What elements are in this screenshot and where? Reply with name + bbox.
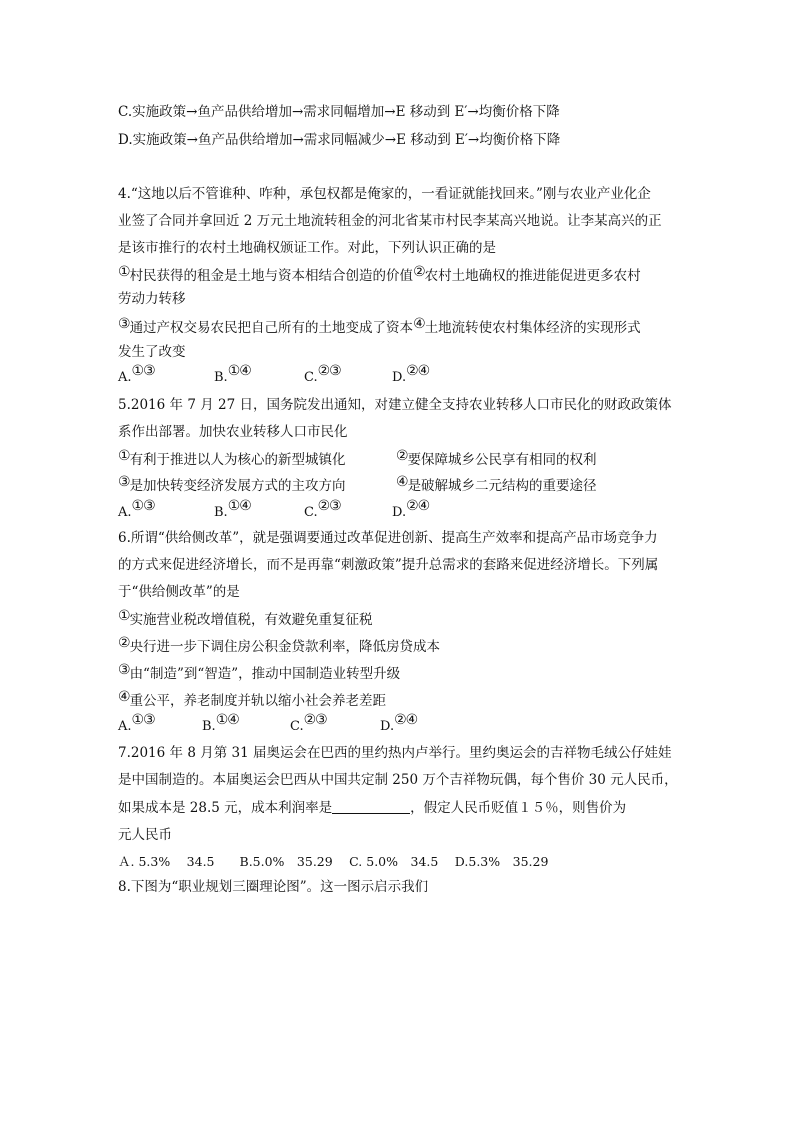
q6-stem-line-2: 的方式来促进经济增长，而不是再靠“刺激政策”提升总需求的套路来促进经济增长。下列属 [118,557,659,573]
q6-item-2: 央行进一步下调住房公积金贷款利率，降低房贷成本 [129,639,441,655]
q6-option-c: C.②③ [290,712,327,734]
circled-4: ④ [118,689,130,705]
q4-stem-line-2: 业签了合同并拿回近 2 万元土地流转租金的河北省某市村民李某高兴地说。让李某高兴的正 [118,213,662,229]
q7-options: Ａ. 5.3% 34.5 B.5.0% 35.29 C. 5.0% 34.5 D.5.3% 35.29 [118,854,549,869]
q6-item-1: 实施营业税改增值税，有效避免重复征税 [129,612,373,628]
q4-stem-line-3: 是该市推行的农村土地确权颁证工作。对此，下列认识正确的是 [118,240,496,256]
q5-items-row-1b [396,446,597,470]
q6-option-a: A.①③ [118,712,155,734]
q4-option-d: D.②④ [392,363,430,385]
q6-option-d: D.②④ [380,712,418,734]
q4-item-2a: 农村土地确权的推进能促进更多农村 [424,268,641,284]
q5-stem-line-2: 系作出部署。加快农业转移人口市民化 [118,424,348,440]
q3-option-d: D.实施政策→鱼产品供给增加→需求同幅减少→E 移动到 E′→均衡价格下降 [118,132,561,148]
q3-option-c: C.实施政策→鱼产品供给增加→需求同幅增加→E 移动到 E′→均衡价格下降 [118,104,560,120]
q5-item-4: 是破解城乡二元结构的重要途径 [407,478,597,494]
q4-option-b: B.①④ [214,363,251,385]
q7-stem-line-2: 是中国制造的。本届奥运会巴西从中国共定制 250 万个吉祥物玩偶，每个售价 30 元人民币， [118,772,678,788]
circled-3: ③ [118,316,130,332]
q4-item-4a: 土地流转使农村集体经济的实现形式 [424,320,641,336]
q6-stem-line-1: 6.所谓“供给侧改革”，就是强调要通过改革促进创新、提高生产效率和提高产品市场竞争力 [118,530,658,546]
q4-item-4b: 发生了改变 [118,344,186,360]
circled-3: ③ [118,474,130,490]
q4-item-3: 通过产权交易农民把自己所有的土地变成了资本 [129,320,414,336]
q4-option-c: C.②③ [304,363,341,385]
circled-2: ② [396,448,408,464]
q4-stem-line-1: 4.“这地以后不管谁种、咋种，承包权都是俺家的，一看证就能找回来。”刚与农业产业化企 [118,186,651,202]
circled-1: ① [118,608,130,624]
q6-item-row-1 [118,606,373,630]
q5-item-3: 是加快转变经济发展方式的主攻方向 [129,478,346,494]
q5-option-c: C.②③ [304,498,341,520]
q6-item-3: 由“制造”到“智造”，推动中国制造业转型升级 [129,666,401,682]
circled-1: ① [118,264,130,280]
q5-item-1: 有利于推进以人为核心的新型城镇化 [129,452,346,468]
q7-stem-line-3a: 如果成本是 28.5 元，成本利润率是 [118,800,333,816]
circled-2: ② [118,635,130,651]
circled-4: ④ [396,474,408,490]
q4-items-row-2 [118,314,641,338]
q4-items-row-1 [118,262,641,286]
q5-option-a: A.①③ [118,498,155,520]
q6-item-4: 重公平，养老制度并轨以缩小社会养老差距 [129,693,387,709]
q5-option-d: D.②④ [392,498,430,520]
q6-option-b: B.①④ [202,712,239,734]
q5-items-row-1 [118,446,346,470]
q6-stem-line-3: 于“供给侧改革”的是 [118,584,240,600]
q4-item-1: 村民获得的租金是土地与资本相结合创造的价值 [129,268,414,284]
circled-1: ① [118,448,130,464]
q5-items-row-2 [118,472,346,496]
q8-stem: 8.下图为“职业规划三圈理论图”。这一图示启示我们 [118,879,429,895]
q6-item-row-4 [118,687,386,711]
circled-2: ② [413,264,425,280]
q4-item-2b: 劳动力转移 [118,291,186,307]
circled-3: ③ [118,662,130,678]
q5-option-b: B.①④ [214,498,251,520]
q4-option-a: A.①③ [118,363,155,385]
q6-item-row-3 [118,660,400,684]
q7-stem-line-3b: ，假定人民币贬值１５％，则售价为 [410,800,627,816]
answer-blank[interactable] [332,799,410,814]
q7-stem-line-3 [118,798,626,818]
q7-stem-line-4: 元人民币 [118,827,172,843]
q6-item-row-2 [118,633,440,657]
q7-stem-line-1: 7.2016 年 8 月第 31 届奥运会在巴西的里约热内卢举行。里约奥运会的吉祥物毛绒公仔娃娃 [118,745,672,761]
circled-4: ④ [413,316,425,332]
q5-item-2: 要保障城乡公民享有相同的权利 [407,452,597,468]
q5-stem-line-1: 5.2016 年 7 月 27 日，国务院发出通知，对建立健全支持农业转移人口市民化的财政政策体 [118,397,672,413]
q5-items-row-2b [396,472,597,496]
